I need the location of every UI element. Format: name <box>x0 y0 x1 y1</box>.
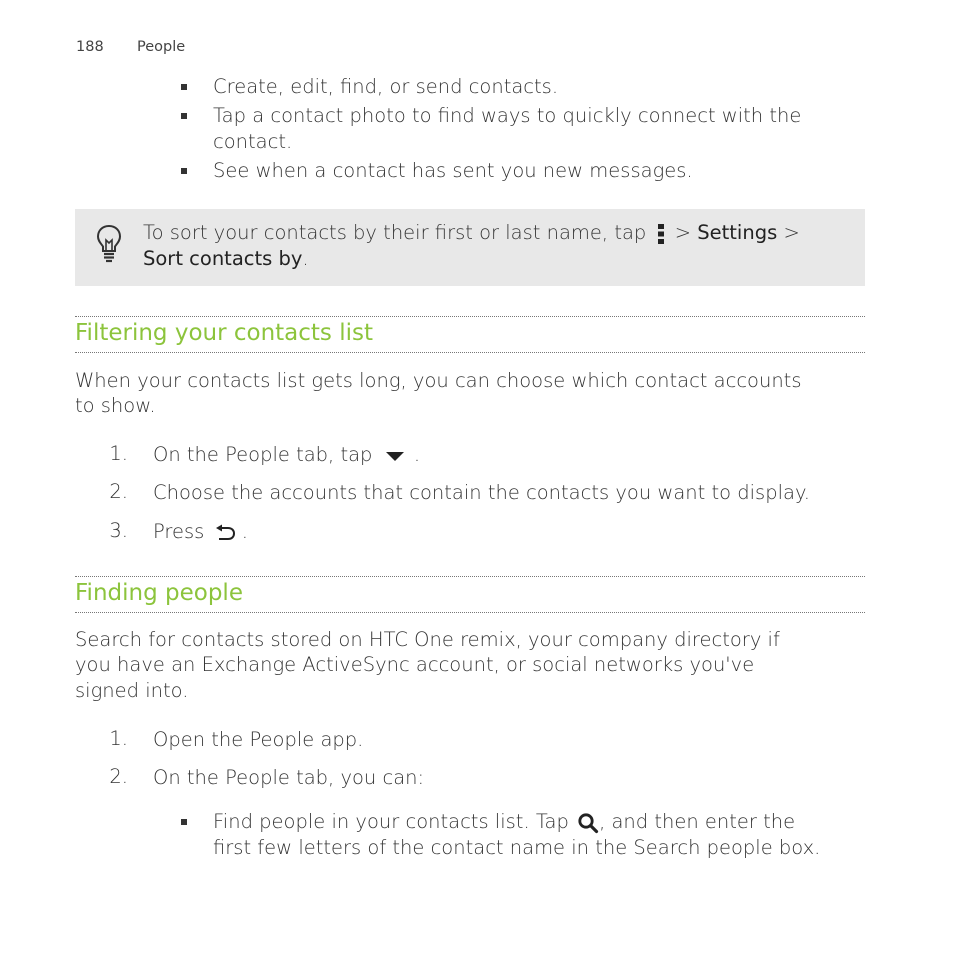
filter-step-1 <box>153 442 420 468</box>
find-sub-bullet-continuation: first few letters of the contact name in the Search people box. <box>213 836 821 859</box>
tip-text: To sort your contacts by their first or last name, tap <box>143 221 647 244</box>
search-icon <box>577 812 599 834</box>
find-step-2: On the People tab, you can: <box>153 766 425 789</box>
bullet-marker <box>181 168 187 174</box>
find-sub-bullet <box>213 809 795 835</box>
step-number: 1. <box>109 727 128 750</box>
tip-box <box>75 209 865 286</box>
filter-step-3 <box>153 519 248 545</box>
bullet-item-continuation: contact. <box>213 130 293 153</box>
dropdown-arrow-icon <box>382 449 408 463</box>
step-text: Press <box>153 520 205 543</box>
back-icon <box>214 524 236 542</box>
finding-intro: Search for contacts stored on HTC One remix, your company directory if <box>75 628 780 651</box>
section-divider <box>75 352 865 353</box>
tip-separator: > <box>674 221 692 244</box>
sort-contacts-term: Sort contacts by <box>143 247 303 270</box>
chapter-title: People <box>137 39 186 55</box>
section-title-filtering: Filtering your contacts list <box>75 320 374 346</box>
step-number: 2. <box>109 480 128 503</box>
bullet-item: Create, edit, find, or send contacts. <box>213 75 559 98</box>
tip-line-1 <box>143 220 800 246</box>
bullet-item: See when a contact has sent you new messages. <box>213 159 693 182</box>
tip-period: . <box>302 247 309 270</box>
step-number: 2. <box>109 765 128 788</box>
settings-term: Settings <box>697 221 778 244</box>
bullet-item: Tap a contact photo to find ways to quickly connect with the <box>213 104 802 127</box>
finding-intro-continuation: signed into. <box>75 679 189 702</box>
tip-line-2 <box>143 246 309 272</box>
section-title-finding: Finding people <box>75 580 243 606</box>
step-number: 3. <box>109 519 128 542</box>
filter-step-2: Choose the accounts that contain the contacts you want to display. <box>153 481 810 504</box>
step-period: . <box>241 520 248 543</box>
bullet-marker <box>181 84 187 90</box>
section-divider <box>75 612 865 613</box>
step-period: . <box>413 443 421 466</box>
section-divider <box>75 576 865 577</box>
step-number: 1. <box>109 442 128 465</box>
bullet-marker <box>181 113 187 119</box>
find-step-1: Open the People app. <box>153 728 364 751</box>
sub-bullet-text: Find people in your contacts list. Tap <box>213 810 569 833</box>
filtering-intro: When your contacts list gets long, you can choose which contact accounts <box>75 369 802 392</box>
bullet-marker <box>181 819 187 825</box>
lightbulb-icon <box>95 223 123 263</box>
finding-intro-continuation: you have an Exchange ActiveSync account, or social networks you've <box>75 653 755 676</box>
overflow-menu-icon <box>657 223 665 245</box>
section-divider <box>75 316 865 317</box>
sub-bullet-text: , and then enter the <box>599 810 796 833</box>
filtering-intro-continuation: to show. <box>75 394 156 417</box>
step-text: On the People tab, tap <box>153 443 373 466</box>
tip-separator: > <box>783 221 800 244</box>
page-number: 188 <box>76 39 104 55</box>
